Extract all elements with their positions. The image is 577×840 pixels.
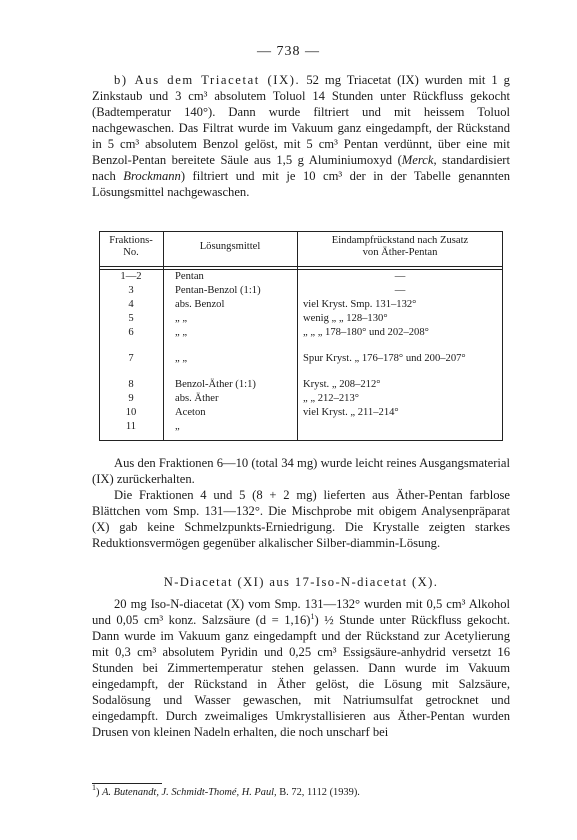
table-cell-residue: „ „ 212–213°	[303, 393, 360, 404]
table-cell-fraction-no: 11	[125, 421, 137, 432]
table-cell-residue: —	[394, 285, 406, 296]
table-cell-residue: viel Kryst. „ 211–214°	[303, 407, 399, 418]
table-cell-solvent: „ „	[175, 313, 188, 324]
table-cell-solvent: „	[175, 421, 180, 432]
reference-brockmann: Brockmann	[123, 169, 181, 183]
table-cell-residue: viel Kryst. Smp. 131–132°	[303, 299, 417, 310]
table-cell-fraction-no: 3	[128, 285, 134, 296]
header-fraction-no: Fraktions- No.	[109, 235, 153, 258]
paragraph-iso-n-diacetat: 20 mg Iso-N-diacetat (X) vom Smp. 131—132° wurden mit 0,5 cm³ Alkohol und 0,05 cm³ konz. Salzsäure (d = 1,16)$^1$) ½ Stunde unter Rückfluss gekocht. Dann wurde im Vakuum ganz eingedampft und der Rückstand zur Acetylierung mit 0,3 cm³ absolutem Pyridin und 0,25 cm³ Essigsäure-anhydrid versetzt 16 Stunden bei Zimmertemperatur stehen gelassen. Dann wurde im Vakuum eingedampft, der Rückstand in Äther gelöst, die Lösung mit Salzsäure, Sodalösung und Wasser gewaschen, mit Natriumsulfat getrocknet und eingedampft. Durch zweimaliges Umkrystallisieren aus Äther-Pentan wurden Drusen von kleinen Nadeln erhalten, die noch unscharf bei	[92, 597, 510, 739]
table-cell-residue: —	[394, 271, 406, 282]
fraction-table	[99, 231, 503, 441]
table-cell-residue: wenig „ „ 128–130°	[303, 313, 388, 324]
reference-merck: Merck	[401, 153, 434, 167]
paragraph-fractions-4-5: Die Fraktionen 4 und 5 (8 + 2 mg) lieferten aus Äther-Pentan farblose Blättchen vom Smp. 131—132°. Die Mischprobe mit obigem Analysenpräparat (X) gab keine Schmelzpunkts-Erniedrigung. Die Krystalle zeigten starkes Reduktionsvermögen gegenüber alkalischer Silber-diammin-Lösung.	[92, 488, 510, 550]
table-cell-solvent: „ „	[175, 327, 188, 338]
table-cell-solvent: Aceton	[175, 407, 206, 418]
paragraph-triacetat: b) Aus dem Triacetat (IX). 52 mg Triacetat (IX) wurden mit 1 g Zinkstaub und 3 cm³ absolutem Toluol 14 Stunden unter Rückfluss gekocht (Badtemperatur 140°). Dann wurde filtriert und mit heissem Toluol nachgewaschen. Das Filtrat wurde im Vakuum ganz eingedampft, der Rückstand in 5 cm³ absolutem Benzol gelöst, mit 5 cm³ Pentan verdünnt, über eine mit Benzol-Pentan bereitete Säule aus 1,5 g Aluminiumoxyd (Merck, standardisiert nach Brockmann) filtriert und mit je 10 cm³ der in der Tabelle genannten Lösungsmittel nachgewaschen.	[92, 73, 510, 199]
paragraph-fractions-6-10: Aus den Fraktionen 6—10 (total 34 mg) wurde leicht reines Ausgangsmaterial (IX) zurückerhalten.	[92, 456, 510, 486]
table-cell-solvent: Benzol-Äther (1:1)	[175, 379, 256, 390]
table-cell-fraction-no: 1—2	[120, 271, 142, 282]
table-cell-fraction-no: 10	[125, 407, 137, 418]
footnote-rule	[92, 783, 162, 784]
table-cell-residue: Kryst. „ 208–212°	[303, 379, 381, 390]
table-cell-solvent: „ „	[175, 353, 188, 364]
table-cell-fraction-no: 4	[128, 299, 134, 310]
paragraph-lead: b) Aus dem Triacetat (IX).	[114, 73, 301, 87]
table-cell-residue: „ „ „ 178–180° und 202–208°	[303, 327, 429, 338]
footnote-ref: 1	[310, 612, 315, 621]
header-residue: Eindampfrückstand nach Zusatz von Äther-Pentan	[331, 235, 469, 258]
header-solvent: Lösungsmittel	[199, 241, 261, 252]
section-heading: N-Diacetat (XI) aus 17-Iso-N-diacetat (X).	[163, 575, 439, 589]
page-number: — 738 —	[257, 44, 320, 59]
table-cell-fraction-no: 6	[128, 327, 134, 338]
table-cell-fraction-no: 7	[128, 353, 134, 364]
footnote-journal: B. 72, 1112 (1939).	[276, 787, 360, 798]
table-cell-fraction-no: 5	[128, 313, 134, 324]
table-cell-fraction-no: 8	[128, 379, 134, 390]
table-cell-solvent: abs. Benzol	[175, 299, 225, 310]
table-cell-solvent: Pentan-Benzol (1:1)	[175, 285, 261, 296]
footnote: $^1$) A. Butenandt, J. Schmidt-Thomé, H. Paul, B. 72, 1112 (1939).	[92, 783, 360, 798]
table-cell-solvent: abs. Äther	[175, 393, 219, 404]
footnote-authors: A. Butenandt, J. Schmidt-Thomé, H. Paul,	[102, 787, 277, 798]
table-cell-fraction-no: 9	[128, 393, 134, 404]
table-cell-residue: Spur Kryst. „ 176–178° und 200–207°	[303, 353, 466, 364]
table-cell-solvent: Pentan	[175, 271, 204, 282]
